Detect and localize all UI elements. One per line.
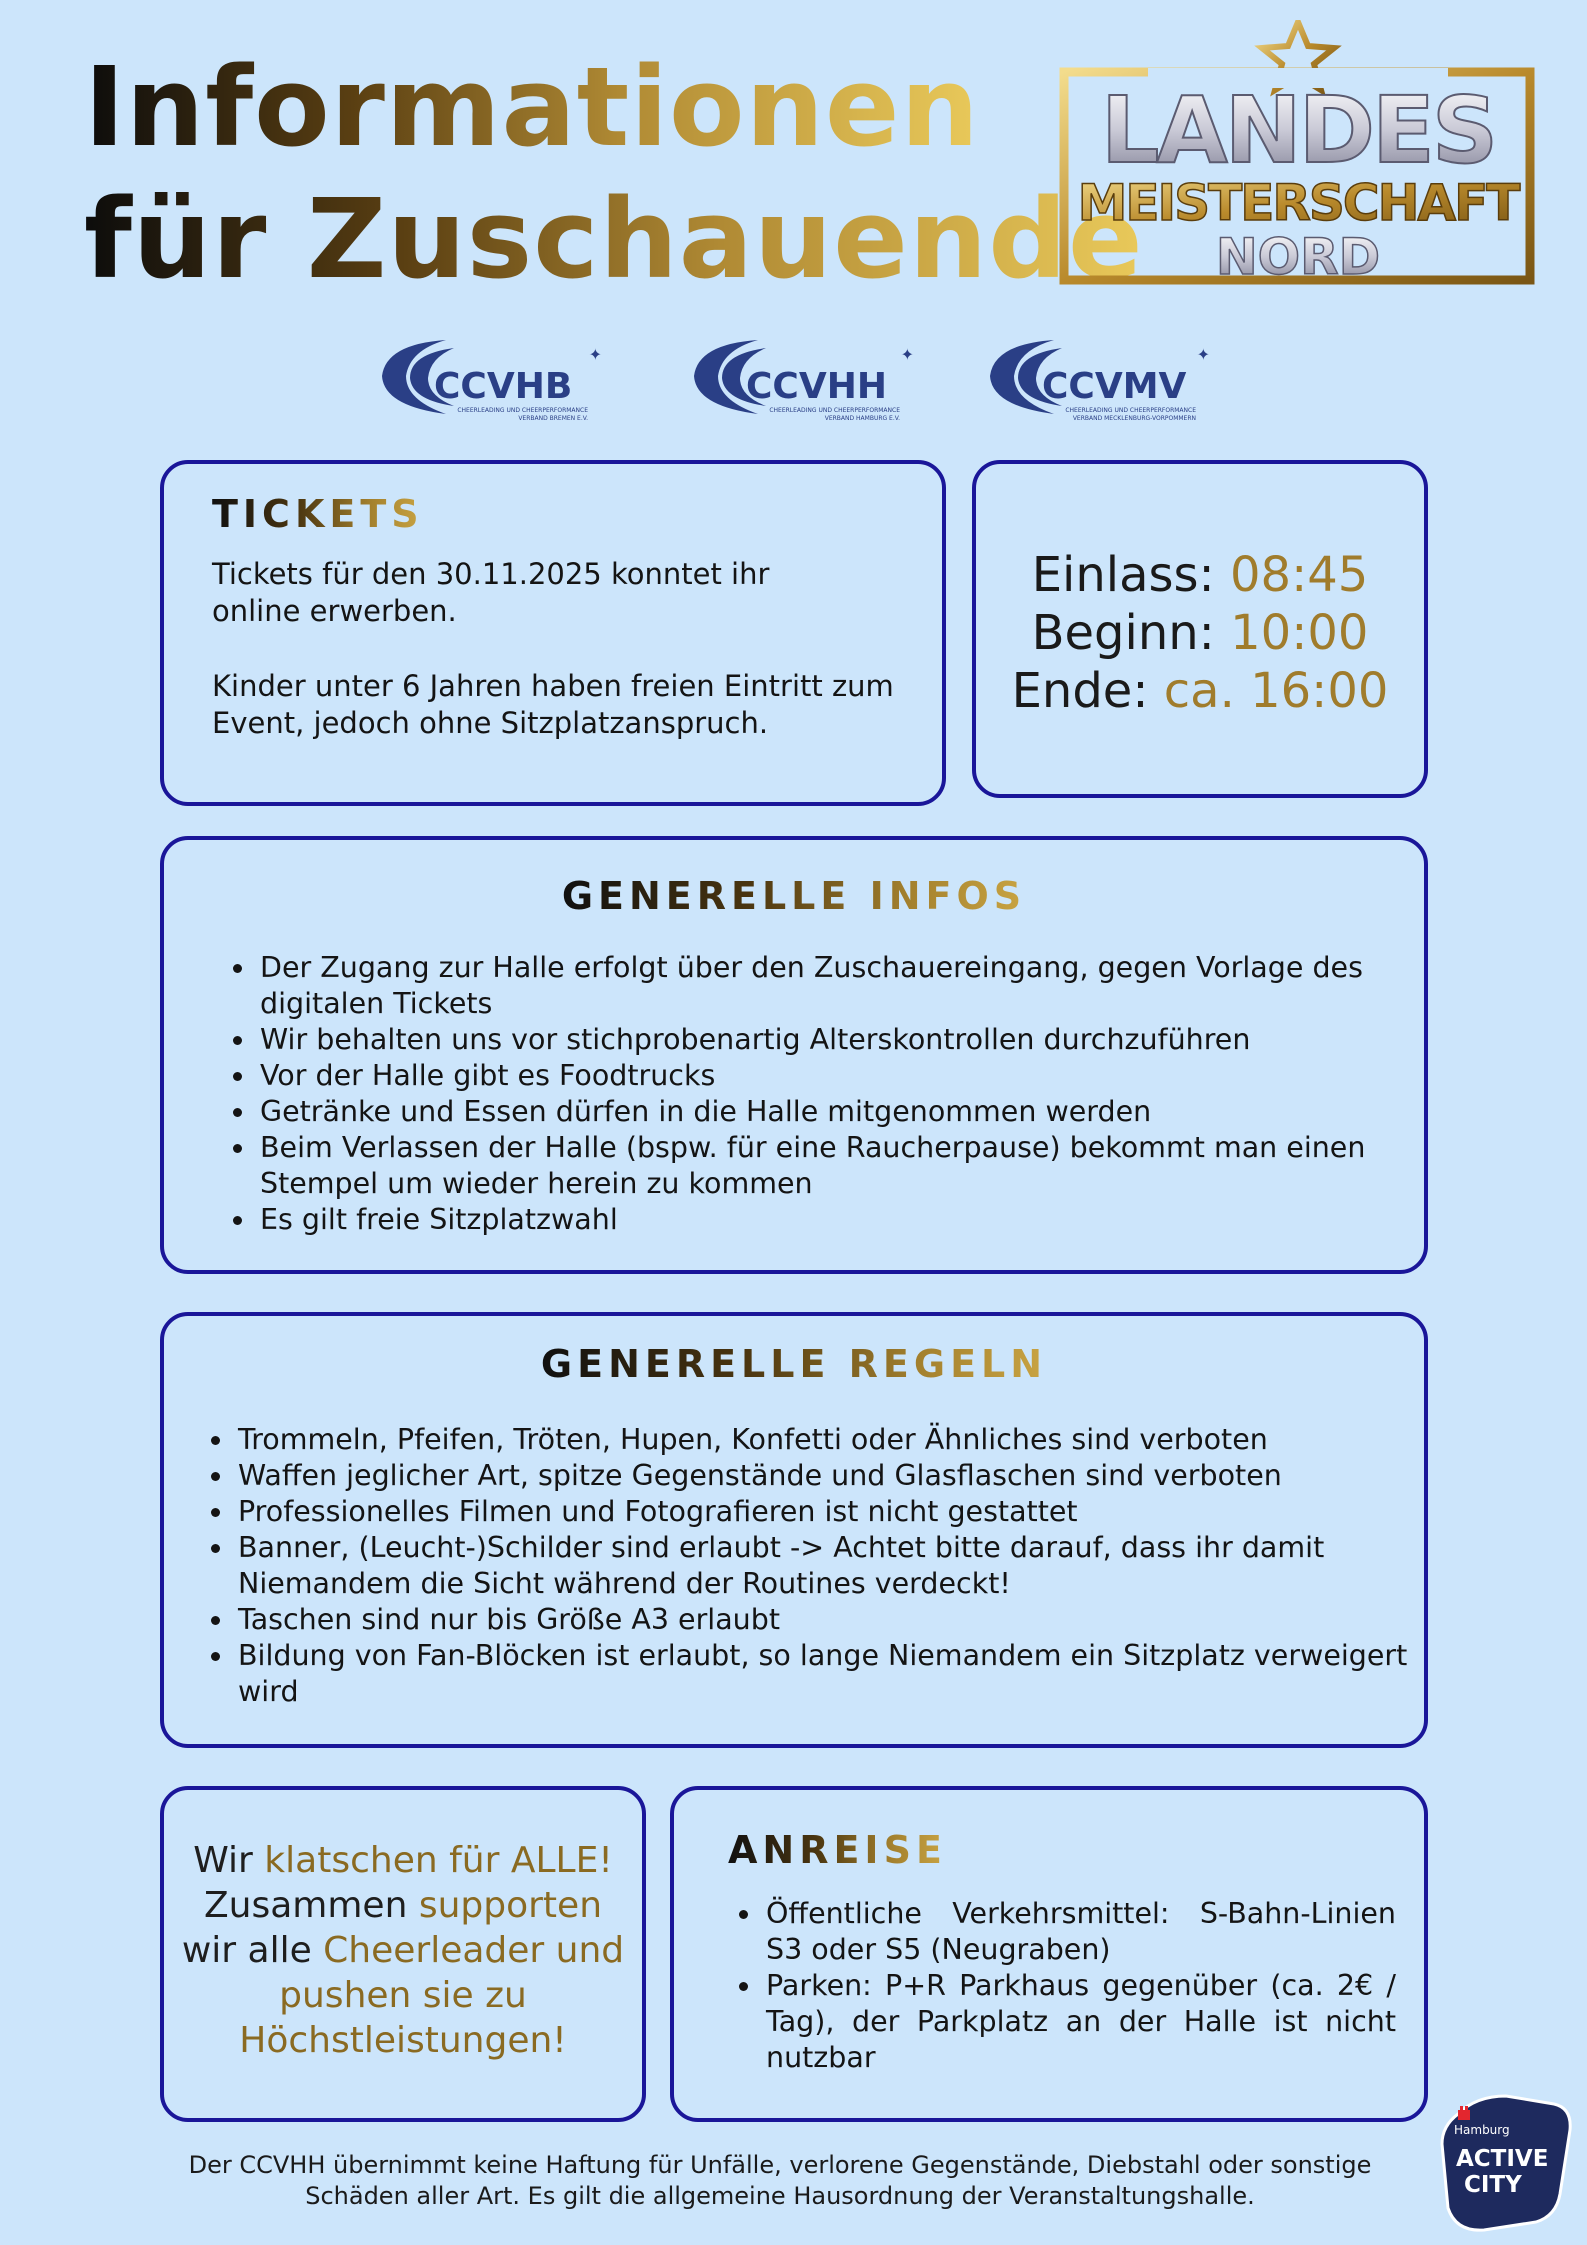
list-item: Öffentliche Verkehrsmittel: S-Bahn-Linien S3 oder S5 (Neugraben): [766, 1897, 1396, 1966]
general-rules-heading: GENERELLE REGELN: [540, 1342, 1048, 1386]
start-time: Beginn: 10:00: [1031, 605, 1369, 661]
svg-text:✦: ✦: [1196, 345, 1210, 364]
end-time: Ende: ca. 16:00: [1011, 663, 1389, 719]
svg-text:Hamburg: Hamburg: [1454, 2123, 1510, 2137]
entry-time: Einlass: 08:45: [1031, 547, 1369, 603]
logo-word-nord: NORD: [1215, 228, 1381, 286]
page-title-line-2: für Zuschauende: [84, 175, 1144, 303]
list-item: Banner, (Leucht-)Schilder sind erlaubt -> Achtet bitte darauf, dass ihr damit Niemandem die Sicht während der Routines verdeckt!: [238, 1530, 1418, 1602]
arrival-card: [670, 1786, 1428, 2122]
svg-text:VERBAND HAMBURG E.V.: VERBAND HAMBURG E.V.: [824, 415, 900, 422]
slogan-card: [160, 1786, 646, 2122]
list-item: Wir behalten uns vor stichprobenartig Alterskontrollen durchzuführen: [260, 1022, 1420, 1058]
list-item: Es gilt freie Sitzplatzwahl: [260, 1202, 1420, 1238]
list-item: Getränke und Essen dürfen in die Halle mitgenommen werden: [260, 1094, 1420, 1130]
landesmeisterschaft-logo: [1058, 20, 1538, 288]
page-title-line-1: Informationen: [84, 43, 980, 171]
logo-word-landes: LANDES: [1100, 77, 1496, 184]
ccvhh-name: CCVHH: [746, 366, 887, 407]
general-rules-card: [160, 1312, 1428, 1748]
tickets-card: [160, 460, 946, 806]
ccvmv-name: CCVMV: [1042, 366, 1187, 407]
svg-text:CHEERLEADING UND CHEERPERFORMA: CHEERLEADING UND CHEERPERFORMANCE: [769, 407, 900, 414]
list-item: Parken: P+R Parkhaus gegenüber (ca. 2€ / Tag), der Parkplatz an der Halle ist nicht nutzbar: [766, 1969, 1396, 2074]
disclaimer: Der CCVHH übernimmt keine Haftung für Unfälle, verlorene Gegenstände, Diebstahl oder sonstige Schäden aller Art. Es gilt die allgemeine Hausordnung der Veranstaltungshalle.: [188, 2151, 1372, 2210]
slogan-text: Wir klatschen für ALLE! Zusammen supporten wir alle Cheerleader und pushen sie zu Höchstleistungen!: [181, 1840, 625, 2061]
list-item: Waffen jeglicher Art, spitze Gegenstände und Glasflaschen sind verboten: [238, 1458, 1418, 1494]
logo-word-meisterschaft: MEISTERSCHAFT: [1077, 174, 1519, 232]
general-rules-list: [190, 1422, 1418, 1710]
svg-text:CHEERLEADING UND CHEERPERFORMA: CHEERLEADING UND CHEERPERFORMANCE: [457, 407, 588, 414]
ccvhb-name: CCVHB: [434, 366, 573, 407]
svg-text:✦: ✦: [900, 345, 914, 364]
hamburg-active-city-badge: [1436, 2090, 1576, 2232]
general-info-heading: GENERELLE INFOS: [561, 874, 1027, 918]
list-item: Trommeln, Pfeifen, Tröten, Hupen, Konfetti oder Ähnliches sind verboten: [238, 1422, 1418, 1458]
arrival-list: [718, 1896, 1396, 2076]
tickets-text-1: Tickets für den 30.11.2025 konntet ihr online erwerben.: [212, 557, 770, 628]
svg-text:CHEERLEADING UND CHEERPERFORMA: CHEERLEADING UND CHEERPERFORMANCE: [1065, 407, 1196, 414]
tickets-heading: TICKETS: [212, 492, 424, 536]
svg-text:CITY: CITY: [1464, 2172, 1522, 2198]
list-item: Der Zugang zur Halle erfolgt über den Zuschauereingang, gegen Vorlage des digitalen Tickets: [260, 950, 1420, 1022]
tickets-text-2: Kinder unter 6 Jahren haben freien Eintritt zum Event, jedoch ohne Sitzplatzanspruch.: [212, 669, 894, 740]
svg-text:VERBAND BREMEN E.V.: VERBAND BREMEN E.V.: [518, 415, 588, 422]
list-item: Bildung von Fan-Blöcken ist erlaubt, so lange Niemandem ein Sitzplatz verweigert wird: [238, 1638, 1418, 1710]
list-item: Taschen sind nur bis Größe A3 erlaubt: [238, 1602, 1418, 1638]
ccvmv-logo: [984, 330, 1220, 426]
ccvhb-logo: [376, 330, 612, 426]
arrival-heading: ANREISE: [728, 1828, 947, 1872]
general-info-card: [160, 836, 1428, 1274]
svg-text:VERBAND MECKLENBURG-VORPOMMERN: VERBAND MECKLENBURG-VORPOMMERN: [1072, 415, 1196, 422]
list-item: Vor der Halle gibt es Foodtrucks: [260, 1058, 1420, 1094]
list-item: Professionelles Filmen und Fotografieren ist nicht gestattet: [238, 1494, 1418, 1530]
times-card: [972, 460, 1428, 798]
general-info-list: [212, 950, 1420, 1238]
list-item: Beim Verlassen der Halle (bspw. für eine Raucherpause) bekommt man einen Stempel um wieder herein zu kommen: [260, 1130, 1420, 1202]
svg-text:ACTIVE: ACTIVE: [1456, 2146, 1549, 2172]
ccvhh-logo: [688, 330, 924, 426]
svg-text:✦: ✦: [588, 345, 602, 364]
